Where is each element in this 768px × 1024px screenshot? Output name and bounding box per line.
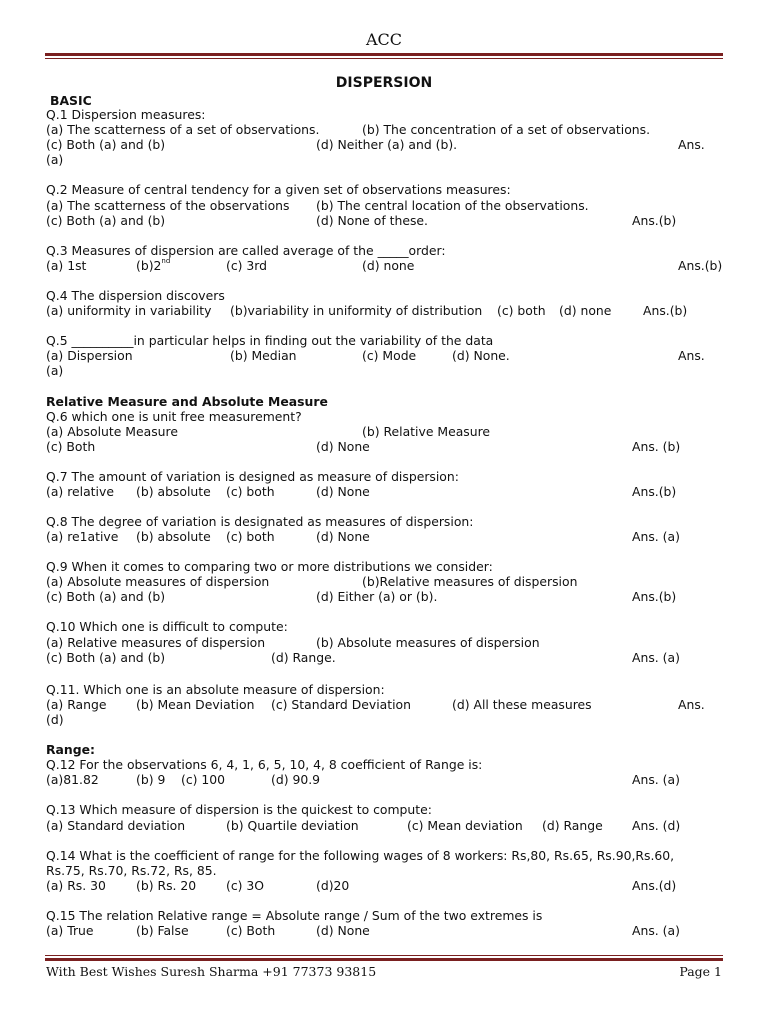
question-text: Q.11. Which one is an absolute measure of dispersion: (46, 682, 385, 697)
question-text: Q.6 which one is unit free measurement? (46, 409, 302, 424)
option-d: (d) none (559, 303, 612, 318)
option-d: (d) Range (542, 818, 603, 833)
footer-rule (45, 958, 723, 961)
option-c: (c) Standard Deviation (271, 697, 411, 712)
option-c: (c) Mean deviation (407, 818, 523, 833)
option-b: (b) The concentration of a set of observations. (362, 122, 651, 137)
option-b: (b) Relative Measure (362, 424, 491, 439)
answer: Ans.(b) (643, 303, 688, 318)
question-text: Q.5 __________in particular helps in finding out the variability of the data (46, 333, 494, 348)
footer-credit: With Best Wishes Suresh Sharma +91 77373 93815 (46, 964, 377, 979)
header-title: ACC (365, 30, 403, 49)
question-text: Q.7 The amount of variation is designed as measure of dispersion: (46, 469, 459, 484)
option-b: (b) 9 (136, 772, 166, 787)
option-b: (b)variability in uniformity of distribution (230, 303, 483, 318)
option-b: (b)Relative measures of dispersion (362, 574, 578, 589)
option-a: (a) 1st (46, 258, 87, 273)
section-heading-relative: Relative Measure and Absolute Measure (46, 394, 328, 409)
option-c: (c) 3O (226, 878, 265, 893)
option-d: (d) None (316, 923, 370, 938)
option-b: (b) Absolute measures of dispersion (316, 635, 540, 650)
option-b: (b) absolute (136, 484, 211, 499)
answer: Ans. (a) (632, 772, 680, 787)
option-d: (d) None (316, 529, 370, 544)
answer: Ans.(b) (678, 258, 723, 273)
option-d: (d) 90.9 (271, 772, 321, 787)
option-d: (d) None of these. (316, 213, 428, 228)
answer-label: Ans. (678, 348, 705, 363)
option-b: (b) The central location of the observations. (316, 198, 589, 213)
option-c: (c) both (226, 529, 275, 544)
answer-label: Ans. (678, 697, 705, 712)
option-a: (a) Relative measures of dispersion (46, 635, 266, 650)
section-heading-range: Range: (46, 742, 95, 757)
option-b: (b)2nd (136, 257, 171, 273)
answer: Ans.(d) (632, 878, 677, 893)
question-text-line2: Rs.75, Rs.70, Rs.72, Rs, 85. (46, 863, 217, 878)
answer: Ans. (a) (632, 923, 680, 938)
question-text: Q.12 For the observations 6, 4, 1, 6, 5, 10, 4, 8 coefficient of Range is: (46, 757, 483, 772)
option-c: (c) 3rd (226, 258, 268, 273)
question-text: Q.9 When it comes to comparing two or more distributions we consider: (46, 559, 493, 574)
option-a: (a) True (46, 923, 94, 938)
option-c: (c) both (226, 484, 275, 499)
option-c: (c) Both (a) and (b) (46, 137, 166, 152)
answer-value: (a) (46, 152, 64, 167)
question-text-line1: Q.14 What is the coefficient of range for the following wages of 8 workers: Rs,80, Rs.65, Rs.90,Rs.60, (46, 848, 675, 863)
option-a: (a) re1ative (46, 529, 119, 544)
question-text: Q.10 Which one is difficult to compute: (46, 619, 288, 634)
option-c: (c) Both (a) and (b) (46, 589, 166, 604)
answer-value: (d) (46, 712, 64, 727)
option-b: (b) Quartile deviation (226, 818, 359, 833)
option-d: (d) None. (452, 348, 510, 363)
option-d: (d) None (316, 484, 370, 499)
option-d: (d) None (316, 439, 370, 454)
option-a: (a) The scatterness of the observations (46, 198, 290, 213)
answer: Ans. (b) (632, 439, 681, 454)
option-a: (a) The scatterness of a set of observations. (46, 122, 320, 137)
header-rule-thin (45, 58, 723, 59)
option-c: (c) Mode (362, 348, 417, 363)
option-d: (d) Range. (271, 650, 336, 665)
option-a: (a) relative (46, 484, 114, 499)
answer: Ans.(b) (632, 484, 677, 499)
option-c: (c) Both (a) and (b) (46, 213, 166, 228)
option-a: (a) Rs. 30 (46, 878, 106, 893)
option-b: (b) Mean Deviation (136, 697, 255, 712)
question-text: Q.2 Measure of central tendency for a given set of observations measures: (46, 182, 511, 197)
option-b: (b) absolute (136, 529, 211, 544)
section-heading-basic: BASIC (50, 93, 92, 108)
option-a: (a) Absolute Measure (46, 424, 178, 439)
option-c: (c) Both (226, 923, 276, 938)
option-d: (d) Either (a) or (b). (316, 589, 438, 604)
option-d: (d)20 (316, 878, 350, 893)
option-d: (d) none (362, 258, 415, 273)
question-text: Q.4 The dispersion discovers (46, 288, 225, 303)
question-text: Q.3 Measures of dispersion are called average of the _____order: (46, 243, 446, 258)
option-c: (c) 100 (181, 772, 226, 787)
header-rule (45, 53, 723, 56)
option-a: (a) Dispersion (46, 348, 133, 363)
answer: Ans.(b) (632, 213, 677, 228)
answer-value: (a) (46, 363, 64, 378)
option-c: (c) Both (a) and (b) (46, 650, 166, 665)
option-a: (a) Range (46, 697, 107, 712)
question-text: Q.1 Dispersion measures: (46, 107, 206, 122)
option-c: (c) both (497, 303, 546, 318)
option-a: (a) Standard deviation (46, 818, 186, 833)
option-a: (a) Absolute measures of dispersion (46, 574, 270, 589)
option-c: (c) Both (46, 439, 96, 454)
answer: Ans. (d) (632, 818, 681, 833)
page-title: DISPERSION (335, 75, 433, 91)
answer: Ans. (a) (632, 650, 680, 665)
page-number: Page 1 (679, 964, 722, 979)
answer: Ans. (a) (632, 529, 680, 544)
answer: Ans.(b) (632, 589, 677, 604)
option-b: (b) Rs. 20 (136, 878, 197, 893)
option-a: (a)81.82 (46, 772, 99, 787)
option-d: (d) All these measures (452, 697, 592, 712)
option-a: (a) uniformity in variability (46, 303, 212, 318)
option-d: (d) Neither (a) and (b). (316, 137, 458, 152)
answer-label: Ans. (678, 137, 705, 152)
footer-rule-thin (45, 955, 723, 956)
question-text: Q.13 Which measure of dispersion is the quickest to compute: (46, 802, 432, 817)
question-text: Q.8 The degree of variation is designated as measures of dispersion: (46, 514, 474, 529)
option-b: (b) Median (230, 348, 297, 363)
option-b: (b) False (136, 923, 189, 938)
question-text: Q.15 The relation Relative range = Absolute range / Sum of the two extremes is (46, 908, 543, 923)
